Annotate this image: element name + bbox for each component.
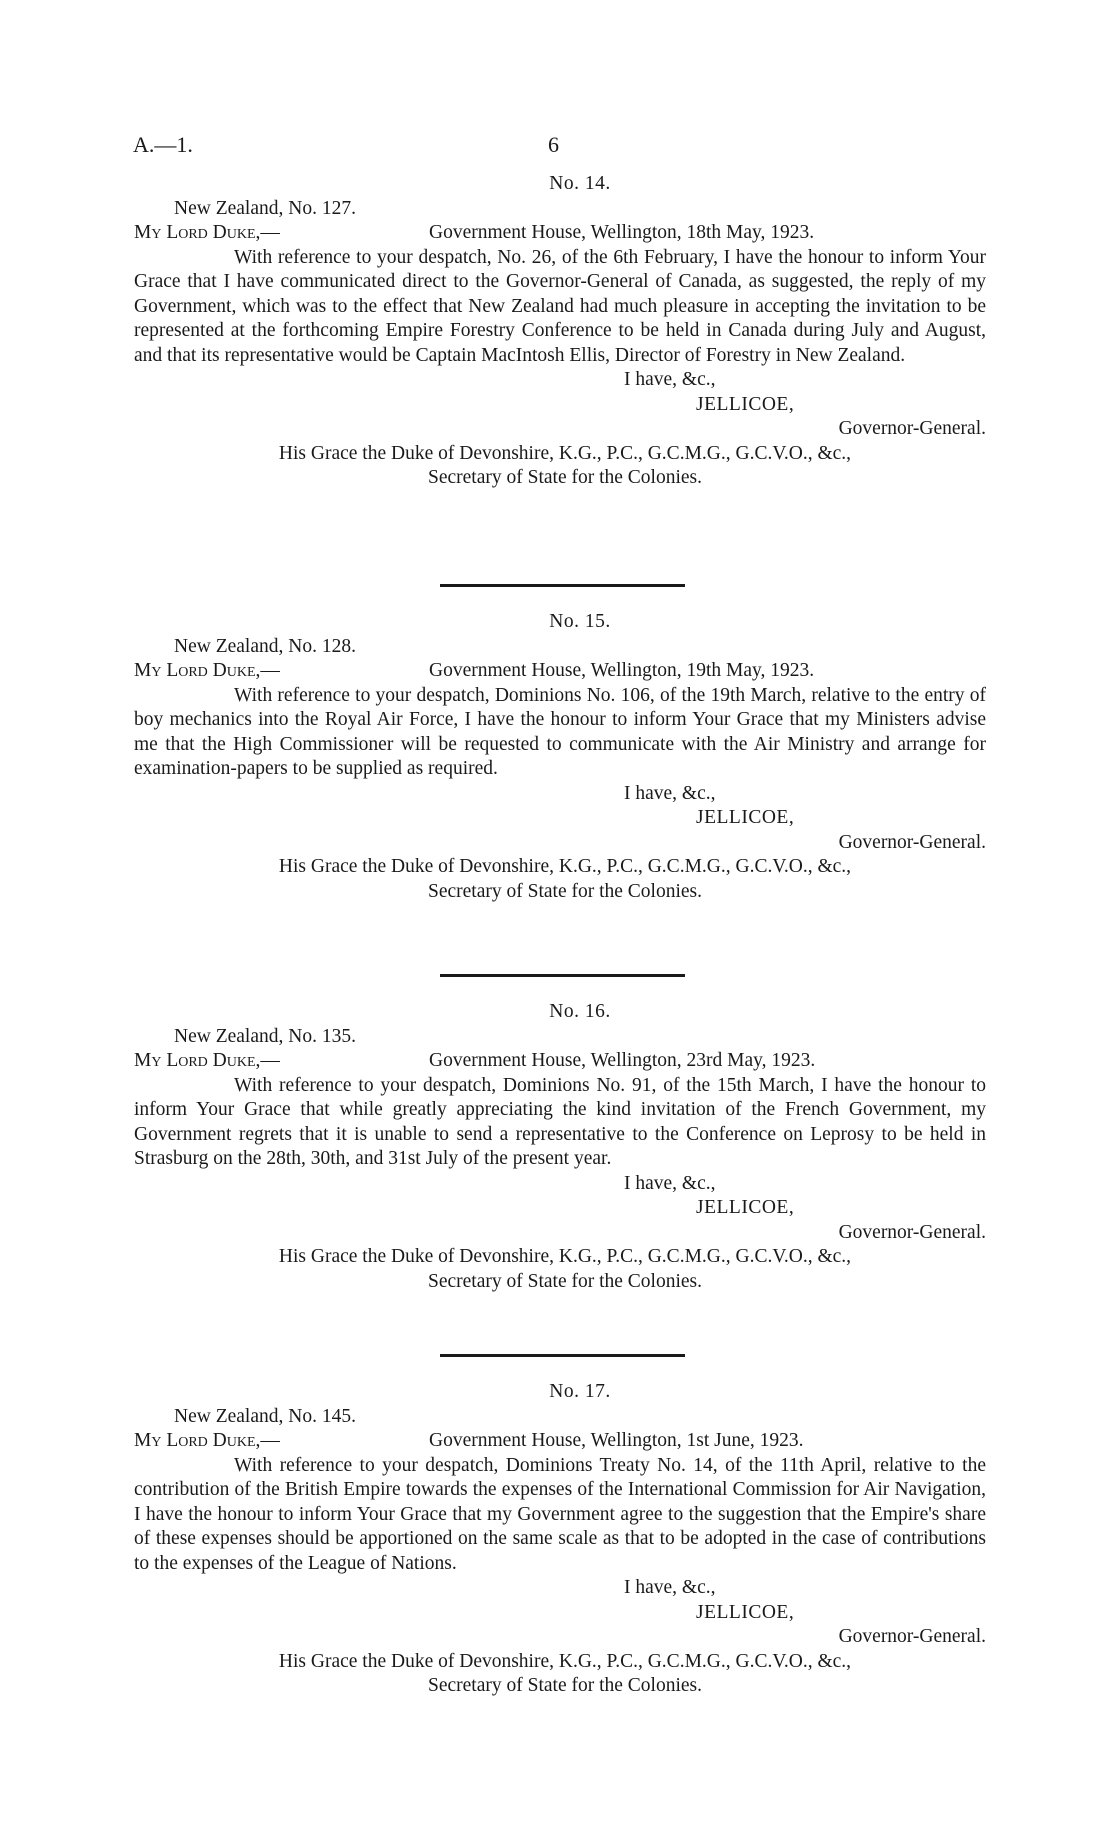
salutation: My Lord Duke,— [134,222,280,243]
signature: JELLICOE, [696,1601,795,1623]
despatch-reference: New Zealand, No. 127. [174,197,356,219]
signature-title: Governor-General. [838,418,986,439]
despatch-reference: New Zealand, No. 135. [174,1025,356,1047]
signature: JELLICOE, [696,807,795,828]
addressee-title: Secretary of State for the Colonies. [428,880,702,902]
addressee: His Grace the Duke of Devonshire, K.G., P.C., G.C.M.G., G.C.V.O., &c., [278,856,852,877]
letter-body: With reference to your despatch, Dominions Treaty No. 14, of the 11th April, relative to the contribution of the British Empire towards the expenses of the International Commission for Air Navigation, I have the honour to inform Your Grace that my Government agree to the suggestion that the Empire's share of these expenses should be apportioned on the same scale as that to be adopted in the case of contributions to the expenses of the League of Nations. [134,1454,986,1574]
section-divider [440,584,685,587]
letter-body: With reference to your despatch, Dominions No. 91, of the 15th March, I have the honour to inform Your Grace that while greatly appreciating the kind invitation of the French Government, my Government regrets that it is unable to send a representative to the Conference on Leprosy to be held in Strasburg on the 28th, 30th, and 31st July of the present year. [134,1074,986,1169]
despatch-number: No. 16. [549,1001,611,1022]
despatch-no-15 [134,610,986,904]
despatch-number: No. 14. [549,173,611,194]
page-reference: A.—1. [133,132,193,157]
place-date: Government House, Wellington, 23rd May, 1923. [429,1050,816,1071]
page-number: 6 [548,132,559,157]
section-divider [440,974,685,977]
closing: I have, &c., [624,1172,716,1194]
despatch-no-14 [134,172,986,491]
signature: JELLICOE, [696,1197,795,1218]
signature-title: Governor-General. [838,831,986,853]
salutation: My Lord Duke,— [134,1050,280,1071]
despatch-no-16 [134,1000,986,1294]
letter-body: With reference to your despatch, No. 26, of the 6th February, I have the honour to inform Your Grace that I have communicated direct to the Governor-General of Canada, as suggested, the reply of my Government, which was to the effect that New Zealand had much pleasure in accepting the invitation to be represented at the forthcoming Empire Forestry Conference to be held in Canada during July and August, and that its representative would be Captain MacIntosh Ellis, Director of Forestry in New Zealand. [134,246,986,366]
section-divider [440,1354,685,1357]
closing: I have, &c., [624,782,716,804]
addressee-title: Secretary of State for the Colonies. [428,467,702,488]
salutation: My Lord Duke,— [134,1430,280,1451]
despatch-number: No. 17. [549,1381,611,1402]
letter-body: With reference to your despatch, Dominions No. 106, of the 19th March, relative to the entry of boy mechanics into the Royal Air Force, I have the honour to inform Your Grace that my Ministers advise me that the High Commissioner will be requested to communicate with the Air Ministry and arrange for examination-papers to be supplied as required. [134,684,986,779]
despatch-number: No. 15. [549,611,611,632]
signature-title: Governor-General. [838,1626,986,1647]
despatch-no-17 [134,1380,986,1699]
signature-title: Governor-General. [838,1221,986,1243]
addressee: His Grace the Duke of Devonshire, K.G., P.C., G.C.M.G., G.C.V.O., &c., [278,1650,852,1672]
place-date: Government House, Wellington, 19th May, 1923. [429,660,815,681]
closing: I have, &c., [624,1577,716,1598]
addressee: His Grace the Duke of Devonshire, K.G., P.C., G.C.M.G., G.C.V.O., &c., [278,1246,852,1267]
signature: JELLICOE, [696,393,795,415]
despatch-reference: New Zealand, No. 145. [174,1405,356,1427]
salutation-row [134,221,986,246]
salutation-row [134,659,986,684]
addressee-title: Secretary of State for the Colonies. [428,1270,702,1292]
place-date: Government House, Wellington, 1st June, 1923. [429,1430,804,1451]
addressee-title: Secretary of State for the Colonies. [428,1675,702,1696]
closing: I have, &c., [624,369,716,390]
salutation-row [134,1429,986,1454]
salutation-row [134,1049,986,1074]
addressee: His Grace the Duke of Devonshire, K.G., P.C., G.C.M.G., G.C.V.O., &c., [278,442,852,464]
salutation: My Lord Duke,— [134,660,280,681]
despatch-reference: New Zealand, No. 128. [174,635,356,657]
place-date: Government House, Wellington, 18th May, 1923. [429,222,815,243]
